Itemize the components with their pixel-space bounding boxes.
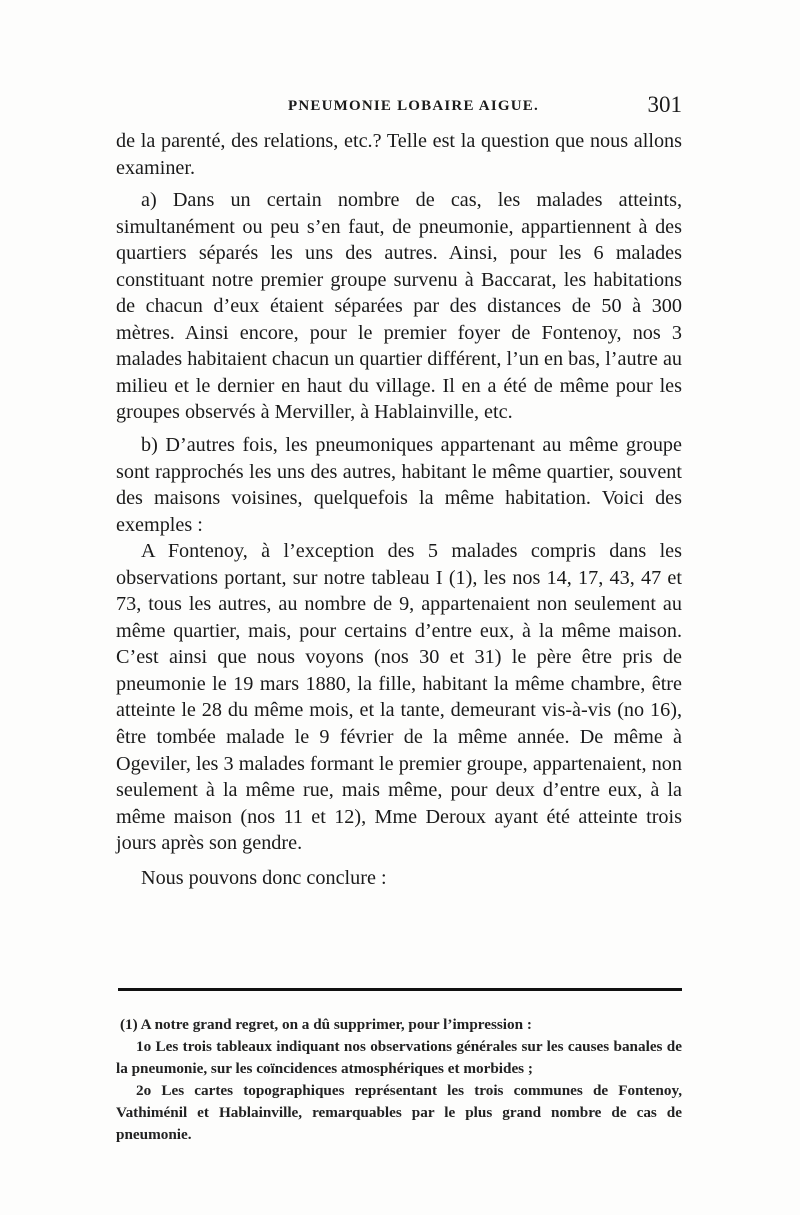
paragraph-intro: de la parenté, des relations, etc.? Telle est la question que nous allons examiner. <box>116 130 682 179</box>
footnotes <box>116 1014 682 1146</box>
paragraph-conclusion: Nous pouvons donc conclure : <box>141 866 387 889</box>
page-number: 301 <box>647 92 682 117</box>
footnote-1: (1) A notre grand regret, on a dû supprimer, pour l’impression : <box>120 1016 532 1033</box>
footnote-item-1: 1o Les trois tableaux indiquant nos observations générales sur les causes banales de la pneumonie, sur les coïncidences atmosphériques et morbides ; <box>116 1038 682 1077</box>
paragraph-a: a) Dans un certain nombre de cas, les malades atteints, simultanément ou peu s’en faut, de pneumonie, appartiennent à des quartiers séparés les uns des autres. Ainsi, pour les 6 malades constituant notre premier groupe survenu à Baccarat, les habitations de chacun d’eux étaient séparées par des distances de 50 à 300 mètres. Ainsi encore, pour le premier foyer de Fontenoy, nos 3 malades habitaient chacun un quartier différent, l’un en bas, l’autre au milieu et le dernier en haut du village. Il en a été de même pour les groupes observés à Merviller, à Hablainville, etc. <box>116 189 682 424</box>
running-head <box>116 92 682 122</box>
footnote-item-2: 2o Les cartes topographiques représentant les trois communes de Fontenoy, Vathiménil et Hablainville, remarquables par le plus grand nombre de cas de pneumonie. <box>116 1082 682 1143</box>
paragraph-fontenoy: A Fontenoy, à l’exception des 5 malades compris dans les observations portant, sur notre tableau I (1), les nos 14, 17, 43, 47 et 73, tous les autres, au nombre de 9, appartenaient non seulement au même quartier, mais, pour certains d’entre eux, à la même maison. C’est ainsi que nous voyons (nos 30 et 31) le père être pris de pneumonie le 19 mars 1880, la fille, habitant la même chambre, être atteinte le 28 du même mois, et la tante, demeurant vis-à-vis (no 16), être tombée malade le 9 février de la même année. De même à Ogeviler, les 3 malades formant le premier groupe, appartenaient, non seulement à la même rue, mais même, pour deux d’entre eux, à la même maison (nos 11 et 12), Mme Deroux ayant été atteinte trois jours après son gendre. <box>116 540 682 855</box>
running-title: PNEUMONIE LOBAIRE AIGUE. <box>288 98 539 114</box>
body-text <box>116 128 682 891</box>
footnote-rule <box>118 988 682 991</box>
paragraph-b: b) D’autres fois, les pneumoniques appartenant au même groupe sont rapprochés les uns des autres, habitant le même quartier, souvent des maisons voisines, quelquefois la même habitation. Voici des exemples : <box>116 434 682 536</box>
